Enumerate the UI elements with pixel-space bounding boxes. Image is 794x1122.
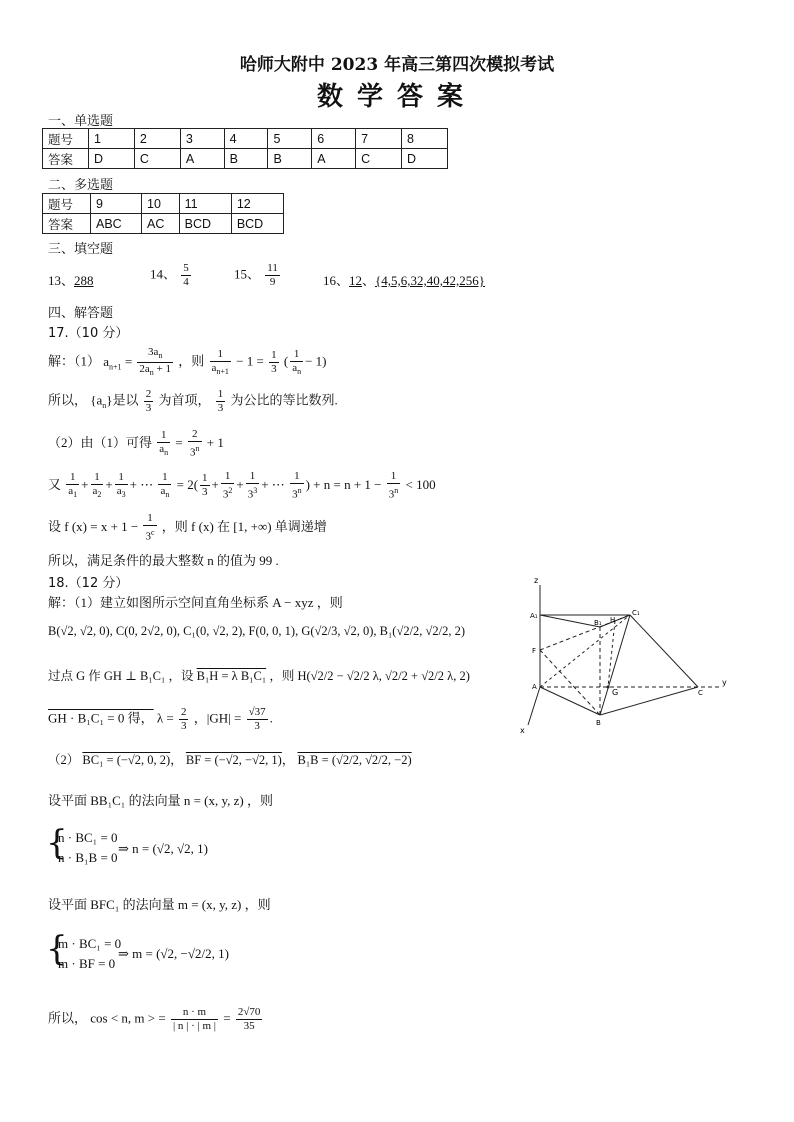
q18-system-2-result: ⇒ m = (√2, −√2/2, 1) <box>118 946 229 961</box>
point-label-g: G <box>612 688 619 697</box>
table-row <box>43 214 284 234</box>
point-label-b: B <box>596 719 601 727</box>
q18-line-2: B(√2, √2, 0), C(0, 2√2, 0), C₁(0, √2, 2), F(0, 0, 1), G(√2/3, √2, 0), B₁(√2/2, √2/2, 2) <box>48 624 466 638</box>
text: 设 f (x) = x + 1 − <box>48 518 139 534</box>
point-label-c: C <box>698 689 703 697</box>
table-row <box>43 149 448 169</box>
text: cos < n, m > = <box>90 1010 166 1026</box>
text: ，则 H(√2/2 − √2/2 λ, √2/2 + √2/2 λ, 2) <box>269 669 470 683</box>
fraction-numerator: 5 <box>183 262 189 274</box>
table-cell: 9 <box>91 194 142 214</box>
text: （2）由（1）可得 <box>48 434 153 450</box>
table-cell: D <box>402 149 448 169</box>
answer-value: {4,5,6,32,40,42,256} <box>375 273 486 288</box>
fraction-numerator: 11 <box>267 262 278 274</box>
table-cell: BCD <box>179 214 231 234</box>
separator: ， <box>281 753 295 767</box>
table-cell: 3 <box>180 129 224 149</box>
label: （2） <box>48 753 80 767</box>
table-cell: 6 <box>312 129 356 149</box>
q18-line-1: 解：（1）建立如图所示空间直角坐标系 A − xyz ，则 <box>48 595 343 610</box>
fill-answer-15 <box>234 262 282 289</box>
section-single-choice: 一、单选题 <box>48 114 114 129</box>
edge-ab <box>540 687 600 715</box>
q18-line-6: 设平面 BB₁C₁ 的法向量 n = (x, y, z) ，则 <box>48 793 273 808</box>
section-multi-choice: 二、多选题 <box>48 178 114 193</box>
q17-heading: 17.（10 分） <box>48 326 129 341</box>
table-cell: A <box>180 149 224 169</box>
table-cell: 1 <box>89 129 135 149</box>
point-label-a: A <box>532 683 537 691</box>
q18-line-3 <box>48 666 470 684</box>
table-cell: 题号 <box>43 129 89 149</box>
table-row <box>43 194 284 214</box>
text: 所以， <box>48 1010 88 1026</box>
point-label-a1: A₁ <box>530 612 538 620</box>
point-label-f: F <box>532 647 537 655</box>
vector-expr: BF = (−√2, −√2, 1) <box>185 753 282 767</box>
table-cell: 7 <box>356 129 402 149</box>
axis-label-x: x <box>520 726 525 735</box>
edge-c1b <box>600 615 630 715</box>
table-cell: B <box>224 149 268 169</box>
q17-line-5: 设 f (x) = x + 1 − $\frac{1}{3^c}$ ，则 f (x) 在 [1, +∞) 单调递增 <box>48 512 327 543</box>
edge-c1c <box>630 615 698 687</box>
q18-system-1b: n · B₁B = 0 <box>58 850 118 865</box>
fraction-numerator: 2√70 <box>237 1006 261 1018</box>
fraction-denominator: | n | · | m | <box>172 1020 216 1032</box>
question-number: 15、 <box>234 266 261 282</box>
table-row <box>43 129 448 149</box>
table-cell: A <box>312 149 356 169</box>
vector-expr: B₁H = λ B₁C₁ <box>196 669 267 683</box>
table-cell: 答案 <box>43 214 91 234</box>
answer-value: 12 <box>349 273 363 288</box>
table-cell: ABC <box>91 214 142 234</box>
table-cell: B <box>268 149 312 169</box>
system-brace: { <box>46 823 68 863</box>
table-cell: 5 <box>268 129 312 149</box>
fill-answer-14 <box>150 262 193 289</box>
table-cell: C <box>356 149 402 169</box>
vector-expr: BC₁ = (−√2, 0, 2) <box>82 753 171 767</box>
answer-value: 288 <box>74 273 94 288</box>
separator: 、 <box>362 273 376 288</box>
q17-line-1: 解：（1） $a_{n+1}$ = $\frac{3a_n}{2a_n + 1}$ ，则 $\frac{1}{a_{n+1}}$ − 1 = $\frac{1}{3}$ ( $\frac{1}{a_n}$ − 1) <box>48 346 327 378</box>
text: 为公比的等比数列. <box>230 392 338 408</box>
text: 为首项， <box>158 392 211 408</box>
point-label-c1: C₁ <box>632 609 640 617</box>
edge-ac1 <box>540 615 630 687</box>
q18-system-2b: m · BF = 0 <box>58 956 116 971</box>
table-cell: 4 <box>224 129 268 149</box>
q18-system-2a: m · BC₁ = 0 <box>58 936 122 951</box>
text: + n = n + 1 − <box>313 476 382 492</box>
section-solve: 四、解答题 <box>48 306 114 321</box>
text: {a <box>90 392 103 408</box>
question-number: 14、 <box>150 266 177 282</box>
table-cell: 答案 <box>43 149 89 169</box>
vector-expr: GH · B₁C₁ = 0 得， <box>48 710 154 726</box>
single-choice-table <box>42 128 448 169</box>
vector-expr: B₁B = (√2/2, √2/2, −2) <box>297 753 412 767</box>
axis-label-z: z <box>534 576 539 585</box>
q18-system-1a: n · BC₁ = 0 <box>58 830 118 845</box>
table-cell: 10 <box>142 194 180 214</box>
fill-answer-16 <box>323 270 485 289</box>
section-fill-blank: 三、填空题 <box>48 242 114 257</box>
text: }是以 <box>106 392 139 408</box>
point-g <box>607 686 610 689</box>
fraction-numerator: n · m <box>171 1006 218 1020</box>
edge-a1b1 <box>540 615 600 627</box>
table-cell: C <box>134 149 180 169</box>
question-number: 13、 <box>48 273 75 288</box>
x-axis <box>528 687 540 725</box>
page-title: 哈师大附中 2023 年高三第四次模拟考试 <box>239 55 555 75</box>
multi-choice-table <box>42 193 284 234</box>
question-number: 16、 <box>323 273 350 288</box>
table-cell: 8 <box>402 129 448 149</box>
point-label-b1: B₁ <box>594 619 602 627</box>
table-cell: AC <box>142 214 180 234</box>
text: ，则 f (x) 在 [1, +∞) 单调递增 <box>161 518 327 534</box>
text: = <box>223 1010 231 1026</box>
q18-line-5 <box>48 750 412 768</box>
q17-line-2: 所以， $\{a_n\}$是以 $\frac{2}{3}$ 为首项， $\frac{1}{3}$ 为公比的等比数列. <box>48 388 338 414</box>
system-brace: { <box>46 929 68 969</box>
text: < 100 <box>405 476 436 492</box>
q18-line-4: GH · B₁C₁ = 0 得， λ = $\frac{2}{3}$ ，|GH| = $\frac{√37}{3}$ . <box>48 706 273 732</box>
axis-label-y: y <box>722 678 727 687</box>
separator: ， <box>170 753 183 767</box>
text: ，|GH| = <box>193 710 242 726</box>
page-subtitle: 数学答案 <box>316 82 477 112</box>
point-label-h: H <box>610 616 616 624</box>
fraction-denominator: 9 <box>269 276 276 288</box>
q17-line-6: 所以，满足条件的最大整数 n 的值为 99 . <box>48 553 279 568</box>
edge-fb <box>540 650 600 715</box>
table-cell: BCD <box>231 214 283 234</box>
table-cell: 2 <box>134 129 180 149</box>
text: ，则 <box>178 353 205 369</box>
q18-line-7: 设平面 BFC₁ 的法向量 m = (x, y, z) ，则 <box>48 897 271 912</box>
table-cell: 11 <box>179 194 231 214</box>
q17-line-3: （2）由（1）可得 $\frac{1}{a_n}$ = $\frac{2}{3^n}$ + 1 <box>48 428 224 459</box>
text: λ = <box>156 710 174 726</box>
text: 过点 G 作 GH ⊥ B₁C₁ ，设 <box>48 669 194 683</box>
table-cell: 题号 <box>43 194 91 214</box>
q18-system-1-result: ⇒ n = (√2, √2, 1) <box>118 841 208 856</box>
q18-heading: 18.（12 分） <box>48 576 129 591</box>
q17-line-4: 又 $\frac{1}{a_1}$ + $\frac{1}{a_2}$ + $\frac{1}{a_3}$ + ⋯ $\frac{1}{a_n}$ = 2( $\frac{1}{3}$ + $\frac{1}{3^2}$ + $\frac{1}{3^3}$ + ⋯ $\frac{1}{3^n}$ ) + n = n + 1 − $\frac{1}{3^n}$ < 100 <box>48 470 436 501</box>
table-cell: 12 <box>231 194 283 214</box>
fill-answer-13 <box>48 270 94 289</box>
text: 所以， <box>48 392 88 408</box>
coordinate-figure <box>510 575 740 745</box>
text: 又 <box>48 476 62 492</box>
table-cell: D <box>89 149 135 169</box>
q18-line-8 <box>48 1006 264 1033</box>
fraction-denominator: 4 <box>183 276 189 288</box>
fraction-denominator: 35 <box>243 1020 255 1032</box>
label: 解：（1） <box>48 353 101 369</box>
